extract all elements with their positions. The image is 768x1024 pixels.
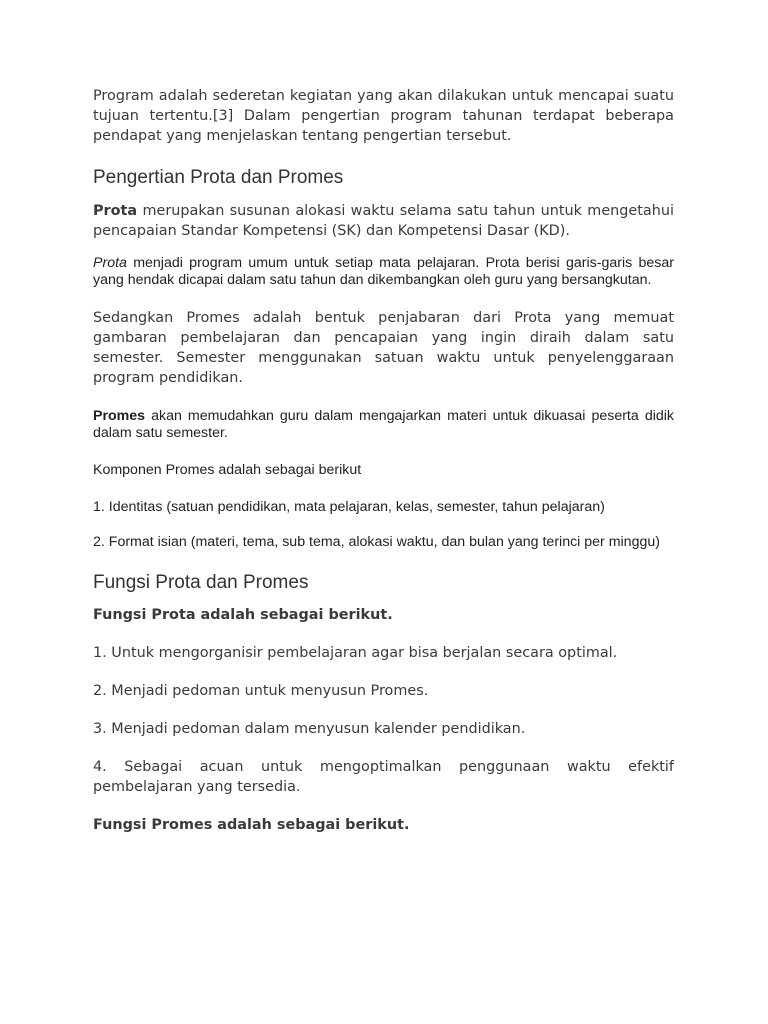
promes-help-paragraph [93,408,674,442]
prota-general-paragraph [93,255,674,289]
prota-definition-paragraph [93,201,674,241]
komponen-intro: Komponen Promes adalah sebagai berikut [93,462,362,478]
prota-term-italic: Prota [93,255,127,271]
fungsi-promes-title [93,815,674,835]
heading-pengertian: Pengertian Prota dan Promes [93,167,344,188]
komponen-item-1: 1. Identitas (satuan pendidikan, mata pelajaran, kelas, semester, tahun pelajaran) [93,499,605,515]
fungsi-prota-item-1: 1. Untuk mengorganisir pembelajaran agar bisa berjalan secara optimal. [93,645,618,661]
heading-fungsi: Fungsi Prota dan Promes [93,572,309,593]
fungsi-prota-item-3: 3. Menjadi pedoman dalam menyusun kalender pendidikan. [93,721,526,737]
fungsi-prota-title [93,605,674,625]
fungsi-prota-title-text: Fungsi Prota adalah sebagai berikut. [93,607,393,623]
prota-general-text: menjadi program umum untuk setiap mata pelajaran. Prota berisi garis-garis besar yang hendak dicapai dalam satu tahun dan dikembangkan oleh guru yang bersangkutan. [93,255,674,288]
fungsi-prota-item-2: 2. Menjadi pedoman untuk menyusun Promes. [93,683,429,699]
intro-paragraph: Program adalah sederetan kegiatan yang akan dilakukan untuk mencapai suatu tujuan tertentu.[3] Dalam pengertian program tahunan terdapat beberapa pendapat yang menjelaskan tentang pengertian tersebut. [93,88,674,144]
prota-definition-text: merupakan susunan alokasi waktu selama satu tahun untuk mengetahui pencapaian Standar Kompetensi (SK) dan Kompetensi Dasar (KD). [93,203,674,239]
promes-term: Promes [93,408,146,424]
prota-term: Prota [93,203,138,219]
promes-definition-paragraph: Sedangkan Promes adalah bentuk penjabaran dari Prota yang memuat gambaran pembelajaran dan pencapaian yang ingin diraih dalam satu semester. Semester menggunakan satuan waktu untuk penyelenggaraan program pendidikan. [93,310,674,386]
fungsi-prota-item-4: 4. Sebagai acuan untuk mengoptimalkan penggunaan waktu efektif pembelajaran yang tersedia. [93,759,674,795]
document-page [93,86,674,835]
komponen-item-2: 2. Format isian (materi, tema, sub tema, alokasi waktu, dan bulan yang terinci per minggu) [93,534,660,550]
promes-help-text: akan memudahkan guru dalam mengajarkan materi untuk dikuasai peserta didik dalam satu semester. [93,408,674,441]
fungsi-promes-title-text: Fungsi Promes adalah sebagai berikut. [93,817,410,833]
